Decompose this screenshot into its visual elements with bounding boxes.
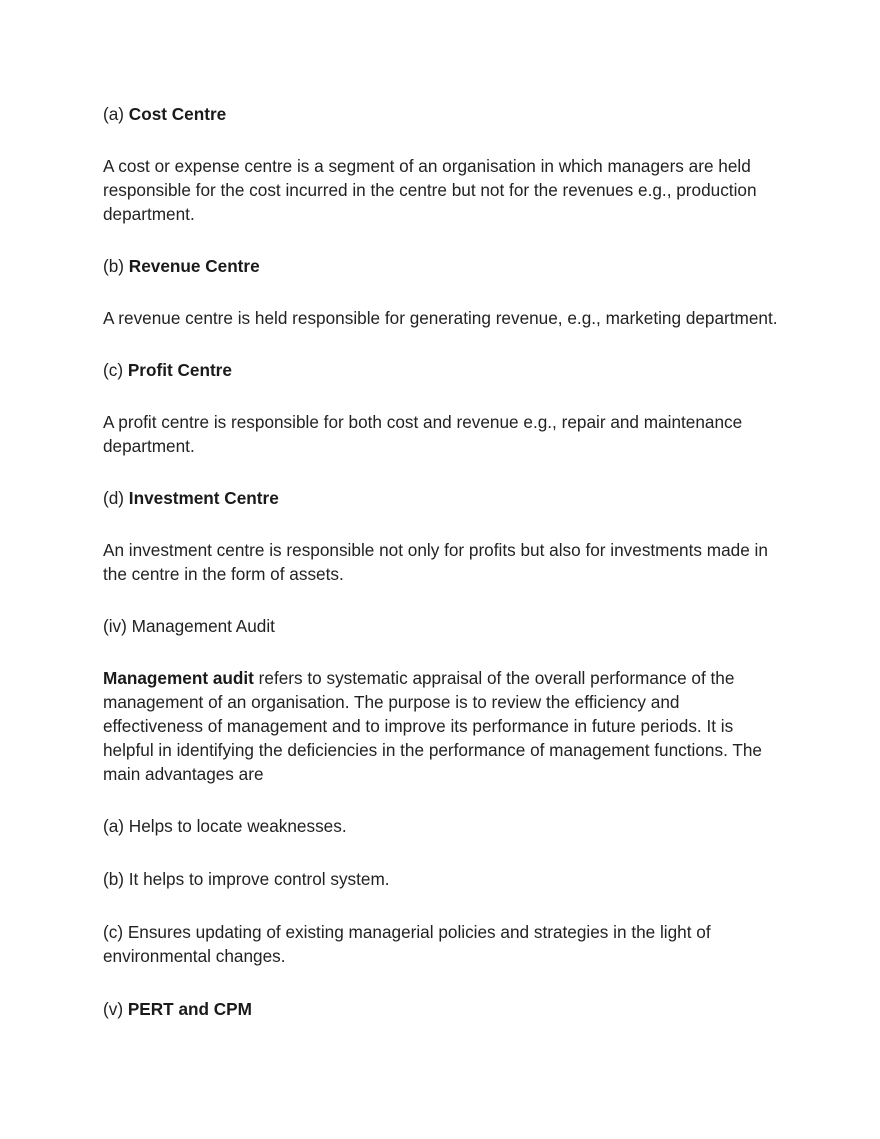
management-audit-heading: (iv) Management Audit <box>103 616 275 636</box>
section-marker: (c) <box>103 360 124 380</box>
management-audit-term: Management audit <box>103 668 254 688</box>
section-title: Investment Centre <box>128 488 279 508</box>
section-title: Cost Centre <box>128 104 227 124</box>
section-body-profit-centre: A profit centre is responsible for both cost and revenue e.g., repair and maintenance department. <box>103 412 743 456</box>
section-title: PERT and CPM <box>127 999 252 1019</box>
section-heading-revenue-centre <box>103 254 783 278</box>
section-marker: (d) <box>103 488 125 508</box>
advantage-item: (a) Helps to locate weaknesses. <box>103 816 347 836</box>
section-heading-investment-centre <box>103 486 783 510</box>
section-title: Profit Centre <box>127 360 232 380</box>
section-heading-profit-centre <box>103 358 783 382</box>
section-heading-cost-centre <box>103 102 783 126</box>
section-marker: (b) <box>103 256 125 276</box>
section-marker: (v) <box>103 999 124 1019</box>
advantage-item: (c) Ensures updating of existing managerial policies and strategies in the light of environmental changes. <box>103 922 711 966</box>
management-audit-paragraph <box>103 666 783 786</box>
advantage-item: (b) It helps to improve control system. <box>103 869 390 889</box>
management-audit-definition: refers to systematic appraisal of the overall performance of the management of an organisation. The purpose is to review the efficiency and effectiveness of management and to improve its performance in future periods. It is helpful in identifying the deficiencies in the performance of management functions. The main advantages are <box>103 668 762 784</box>
pert-cpm-heading <box>103 997 783 1021</box>
document-page <box>103 102 783 1049</box>
section-marker: (a) <box>103 104 125 124</box>
section-body-revenue-centre: A revenue centre is held responsible for generating revenue, e.g., marketing department. <box>103 308 778 328</box>
section-body-cost-centre: A cost or expense centre is a segment of an organisation in which managers are held responsible for the cost incurred in the centre but not for the revenues e.g., production department. <box>103 156 757 224</box>
section-title: Revenue Centre <box>128 256 260 276</box>
section-body-investment-centre: An investment centre is responsible not only for profits but also for investments made in the centre in the form of assets. <box>103 540 768 584</box>
